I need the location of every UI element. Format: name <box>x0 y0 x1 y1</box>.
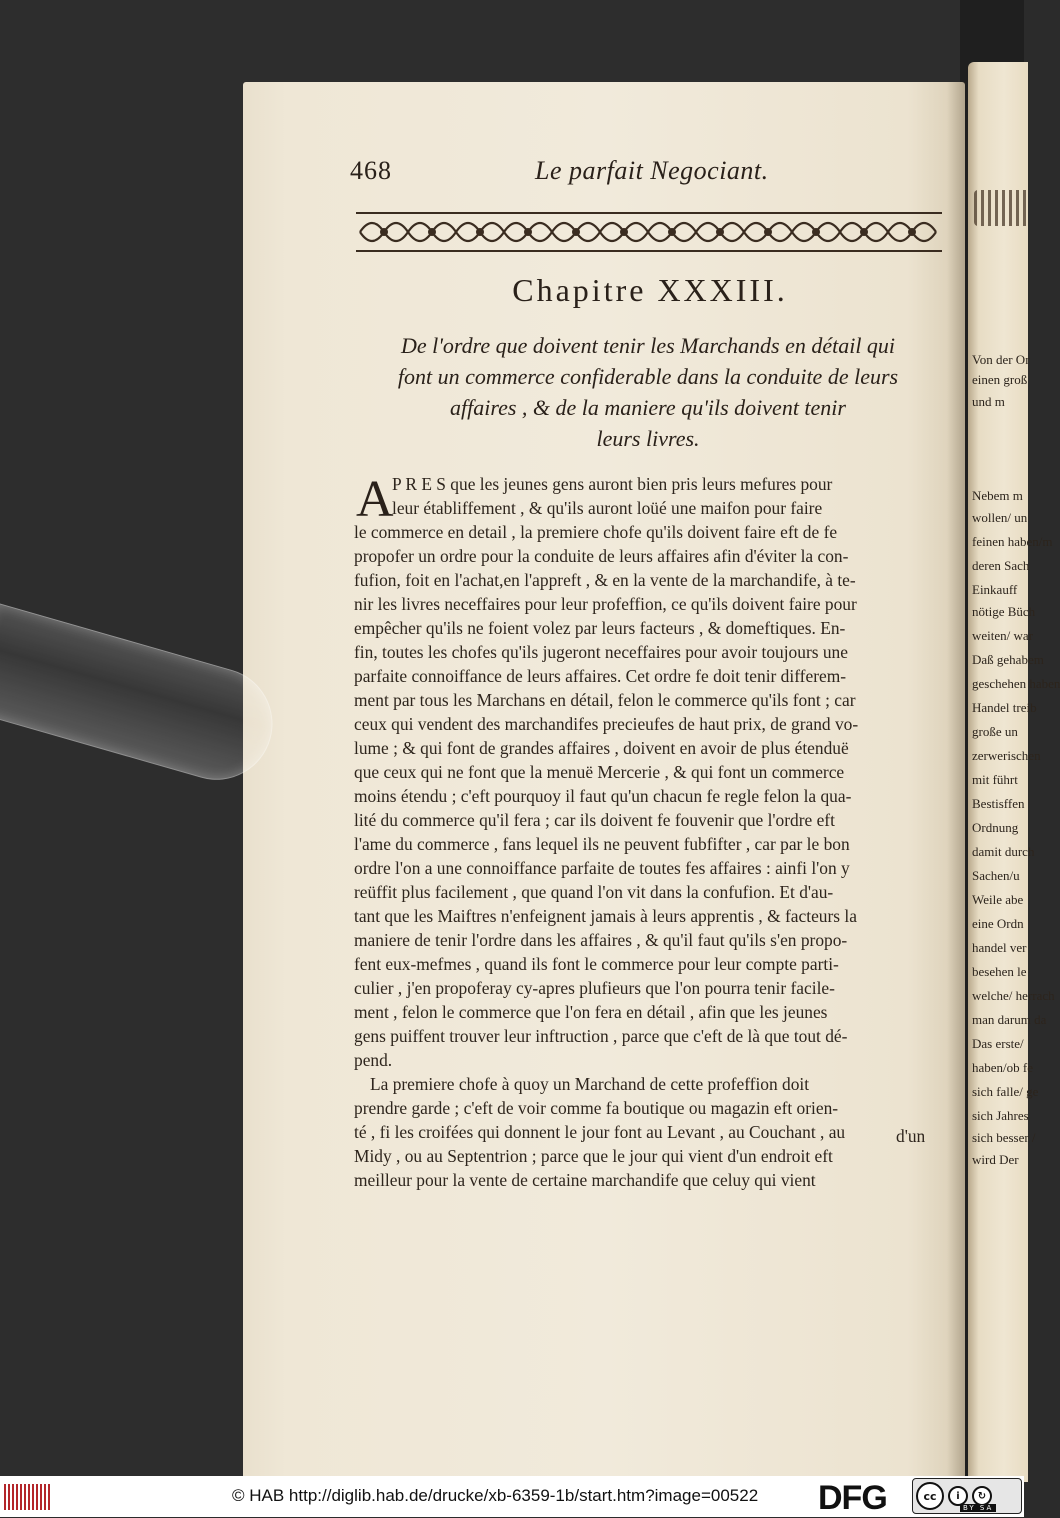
dfg-logo: DFG <box>818 1479 887 1517</box>
facing-text-line: sich besser / <box>972 1130 1036 1145</box>
catchword: d'un <box>896 1126 926 1146</box>
cc-icon: cc <box>916 1482 944 1510</box>
drop-cap: A <box>356 471 394 528</box>
facing-text-line: einen groß <box>972 372 1028 387</box>
facing-text-line: wird Der <box>972 1152 1019 1167</box>
facing-text-line: damit durch <box>972 844 1035 859</box>
text-line: l'ame du commerce , fans lequel ils ne peuvent fubfifter , car par le bon <box>354 834 850 854</box>
facing-text-line: große un <box>972 724 1018 739</box>
text-line: reüffit plus facilement , que quand l'on vit dans la confufion. Et d'au- <box>354 882 834 902</box>
text-line: maniere de tenir l'ordre dans les affaires , & qu'il faut qu'ils s'en propo- <box>354 930 848 950</box>
footer-credit[interactable]: © HAB http://diglib.hab.de/drucke/xb-6359-1b/start.htm?image=00522 <box>232 1486 759 1505</box>
facing-text-line: welche/ herrach <box>972 988 1055 1003</box>
text-line: ordre l'on a une connoiffance parfaite de toutes fes affaires : ainfi l'on y <box>354 858 850 878</box>
body-text <box>354 472 940 1192</box>
text-line: La premiere chofe à quoy un Marchand de cette profeffion doit <box>370 1074 810 1094</box>
text-line: P R E S que les jeunes gens auront bien pris leurs mefures pour <box>392 474 833 494</box>
text-line: Midy , ou au Septentrion ; parce que le jour qui vient d'un endroit eft <box>354 1146 833 1166</box>
text-line: parfaite connoiffance de leurs affaires. Cet ordre fe doit tenir differem- <box>354 666 847 686</box>
facing-text-line: Daß gehabem <box>972 652 1044 667</box>
text-line: meilleur pour la vente de certaine marchandife que celuy qui vient <box>354 1170 816 1190</box>
running-title: Le parfait Negociant. <box>535 156 769 185</box>
facing-text-line: wollen/ un <box>972 510 1028 525</box>
chapter-title: Chapitre XXXIII. <box>512 272 788 308</box>
facing-text-line: Einkauff <box>972 582 1018 597</box>
facing-page <box>968 62 1060 1482</box>
text-line: empêcher qu'ils ne foient volez par leurs facteurs , & domeftiques. En- <box>354 618 846 638</box>
text-line: leur établiffement , & qu'ils auront loüé une maifon pour faire <box>392 498 823 518</box>
text-line: lume ; & qui font de grandes affaires , doivent en avoir de plus étenduë <box>354 738 849 758</box>
text-line: tant que les Maiftres n'enfeignent jamais à leurs apprentis , & facteurs la <box>354 906 857 926</box>
text-line: lité du commerce qu'il fera ; car ils doivent fe fouvenir que l'ordre eft <box>354 810 835 830</box>
facing-text-line: Das erste/ <box>972 1036 1024 1051</box>
subtitle-line: affaires , & de la maniere qu'ils doivent tenir <box>450 395 846 420</box>
text-line: gens puiffent trouver leur inftruction , parce que c'eft de là que tout dé- <box>354 1026 848 1046</box>
text-line: ceux qui vendent des marchandifes precieufes de haut prix, de grand vo- <box>354 714 859 734</box>
chapter-subtitle <box>350 330 946 454</box>
text-line: le commerce en detail , la premiere chofe qu'ils doivent faire eft de fe <box>354 522 838 542</box>
facing-text-line: nötige Büch <box>972 604 1036 619</box>
text-line: nir les livres neceffaires pour leur profeffion, ce qu'ils doivent faire pour <box>354 594 857 614</box>
facing-text-line: mit führt <box>972 772 1018 787</box>
cc-license-labels: BY SA <box>960 1504 996 1512</box>
text-line: fin, toutes les chofes qu'ils jugeront neceffaires pour avoir toujours une <box>354 642 848 662</box>
facing-text-line: deren Sach <box>972 558 1030 573</box>
sa-icon: ↻ <box>972 1486 992 1506</box>
footer-bar <box>0 1476 1024 1517</box>
running-head <box>350 152 940 192</box>
text-line: moins étendu ; c'eft pourquoy il faut qu'un chacun fe regle felon la qua- <box>354 786 852 806</box>
ornament-band <box>356 208 942 256</box>
text-line: que ceux qui ne font que la menuë Mercerie , & qui font un commerce <box>354 762 845 782</box>
subtitle-line: leurs livres. <box>596 426 700 451</box>
facing-text-line: Sachen/u <box>972 868 1020 883</box>
facing-text-line: zerwerischen <box>972 748 1041 763</box>
facing-text-line: eine Ordn <box>972 916 1024 931</box>
text-line: propofer un ordre pour la conduite de leurs affaires afin d'éviter la con- <box>354 546 849 566</box>
facing-text-line: besehen le <box>972 964 1027 979</box>
text-line: té , fi les croifées qui donnent le jour font au Levant , au Couchant , au <box>354 1122 846 1142</box>
text-line: fufion, foit en l'achat,en l'appreft , & en la vente de la marchandife, à te- <box>354 570 856 590</box>
subtitle-line: De l'ordre que doivent tenir les Marchands en détail qui <box>400 333 896 358</box>
page-number: 468 <box>350 156 392 185</box>
facing-text-line: Handel treib <box>972 700 1037 715</box>
facing-text-line: weiten/ war <box>972 628 1034 643</box>
facing-text-line: Nebem m <box>972 488 1023 503</box>
facing-text-line: geschehen haben <box>972 676 1060 691</box>
facing-text-line: Ordnung <box>972 820 1019 835</box>
facing-text-line: sich Jahres <box>972 1108 1029 1123</box>
facing-page-ornament <box>974 190 1030 226</box>
facing-text-line: Bestisffen <box>972 796 1025 811</box>
facing-text-line: handel ver <box>972 940 1027 955</box>
library-logo <box>4 1484 50 1510</box>
facing-text-line: Von der Or <box>972 352 1030 367</box>
text-line: prendre garde ; c'eft de voir comme fa boutique ou magazin eft orien- <box>354 1098 839 1118</box>
facing-text-line: man darum da <box>972 1012 1047 1027</box>
facing-text-line: sich falle/ ge <box>972 1084 1039 1099</box>
text-line: ment par tous les Marchans en détail, felon le commerce qu'ils font ; car <box>354 690 856 710</box>
subtitle-line: font un commerce confiderable dans la conduite de leurs <box>397 364 899 389</box>
text-line: ment , felon le commerce que l'on fera en détail , afin que les jeunes <box>354 1002 828 1022</box>
facing-text-line: haben/ob fe <box>972 1060 1034 1075</box>
facing-text-line: Weile abe <box>972 892 1024 907</box>
text-line: fent eux-mefmes , quand ils font le commerce pour leur compte parti- <box>354 954 839 974</box>
by-icon: i <box>948 1486 968 1506</box>
facing-text-line: und m <box>972 394 1005 409</box>
text-line: culier , j'en propoferay cy-apres plufieurs que l'on pourra tenir facile- <box>354 978 835 998</box>
text-line: pend. <box>354 1050 393 1070</box>
facing-text-line: feinen haben/m <box>972 534 1053 549</box>
